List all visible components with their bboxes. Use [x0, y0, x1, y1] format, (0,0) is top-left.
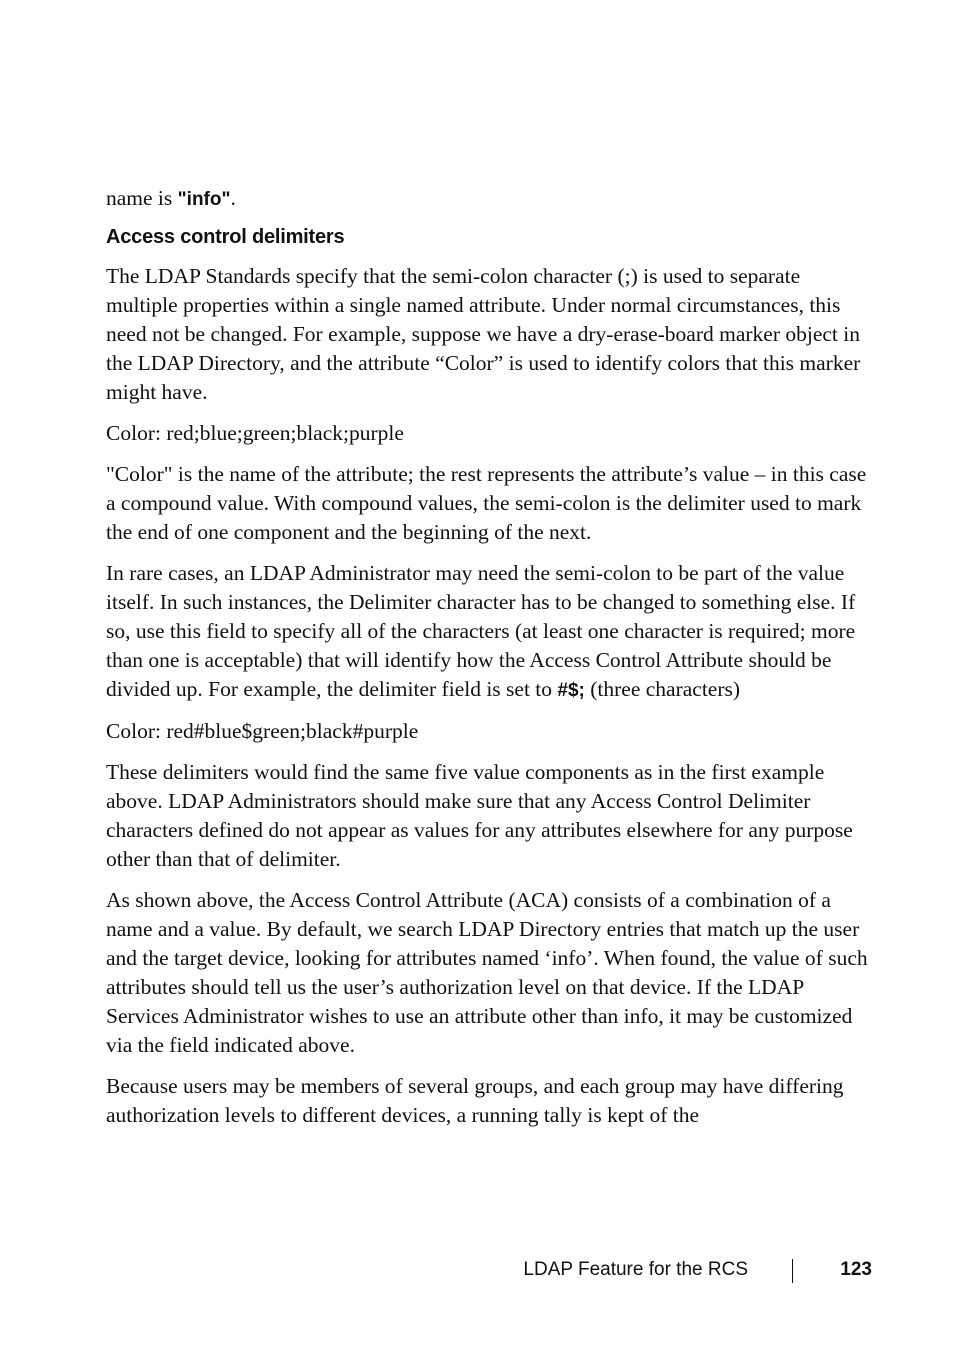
paragraph-3-suffix: (three characters) — [584, 677, 741, 701]
page-number: 123 — [840, 1259, 872, 1280]
footer-divider — [792, 1259, 793, 1283]
paragraph-3 — [106, 559, 876, 705]
example-1: Color: red;blue;green;black;purple — [106, 421, 404, 445]
example-2: Color: red#blue$green;black#purple — [106, 719, 419, 743]
intro-line — [106, 184, 876, 214]
paragraph-1: The LDAP Standards specify that the semi-colon character (;) is used to separate multiple properties within a single named attribute. Under normal circumstances, this need not be changed. For example, suppose we have a dry-erase-board marker object in the LDAP Directory, and the attribute “Color” is used to identify colors that this marker might have. — [106, 264, 861, 404]
paragraph-3-text: In rare cases, an LDAP Administrator may need the semi-colon to be part of the value itself. In such instances, the Delimiter character has to be changed to something else. If so, use this field to specify all of the characters (at least one character is required; more than one is acceptable) that will identify how the Access Control Attribute should be divided up. For example, the delimiter field is set to — [106, 561, 856, 701]
section-heading: Access control delimiters — [106, 226, 345, 248]
paragraph-4: These delimiters would find the same five value components as in the first example above. LDAP Administrators should make sure that any Access Control Delimiter characters defined do not appear as values for any attributes elsewhere for any purpose other than that of delimiter. — [106, 760, 853, 871]
page-body — [106, 184, 876, 1142]
paragraph-6: Because users may be members of several groups, and each group may have differing authorization levels to different devices, a running tally is kept of the — [106, 1074, 844, 1127]
paragraph-2: "Color" is the name of the attribute; the rest represents the attribute’s value – in this case a compound value. With compound values, the semi-colon is the delimiter used to mark the end of one component and the beginning of the next. — [106, 462, 867, 544]
intro-suffix: . — [230, 186, 236, 210]
footer-title: LDAP Feature for the RCS — [523, 1259, 748, 1280]
page-footer — [0, 1257, 954, 1287]
intro-prefix: name is — [106, 186, 178, 210]
intro-value: "info" — [177, 189, 231, 210]
paragraph-5: As shown above, the Access Control Attribute (ACA) consists of a combination of a name and a value. By default, we search LDAP Directory entries that match up the user and the target device, looking for attributes named ‘info’. When found, the value of such attributes should tell us the user’s authorization level on that device. If the LDAP Services Administrator wishes to use an attribute other than info, it may be customized via the field indicated above. — [106, 888, 868, 1057]
delimiter-code: #$; — [557, 680, 585, 701]
